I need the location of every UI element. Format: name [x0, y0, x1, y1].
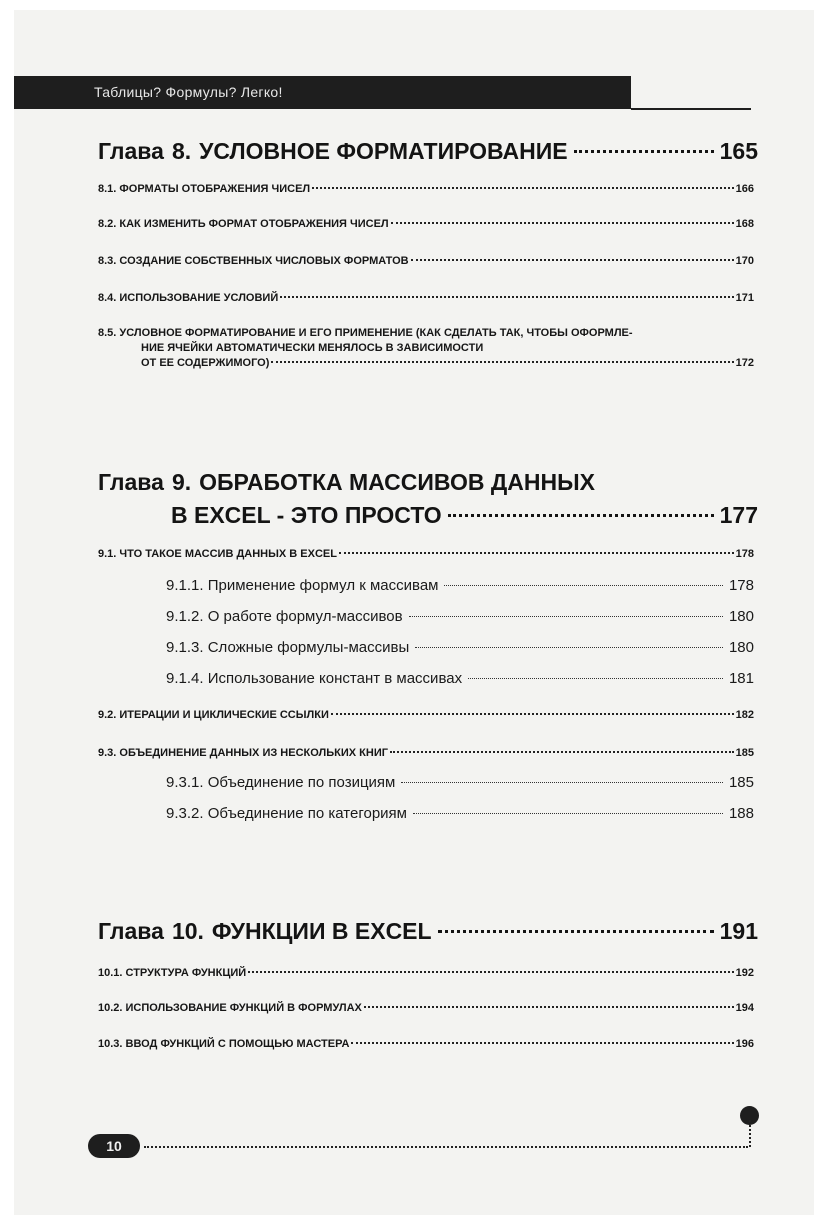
section-8-4 — [98, 291, 754, 306]
leader-dots — [401, 782, 723, 783]
leader-dots — [364, 1006, 734, 1008]
leader-dots — [415, 647, 723, 648]
section-8-5 — [98, 326, 754, 371]
chapter-number: 9. — [171, 469, 192, 495]
section-label: 10.1. СТРУКТУРА ФУНКЦИЙ — [98, 967, 247, 979]
leader-dots — [351, 1042, 733, 1044]
subsection-label: 9.1.2. О работе формул-массивов — [166, 608, 403, 625]
section-label-line: НИЕ ЯЧЕЙКИ АВТОМАТИЧЕСКИ МЕНЯЛОСЬ В ЗАВИСИМОСТИ — [141, 342, 484, 354]
leader-dots — [280, 296, 733, 298]
subsection-label: 9.1.1. Применение формул к массивам — [166, 577, 439, 594]
leader-dots — [391, 222, 734, 224]
section-label: 10.2. ИСПОЛЬЗОВАНИЕ ФУНКЦИЙ В ФОРМУЛАХ — [98, 1002, 362, 1014]
leader-dots — [574, 150, 714, 153]
running-header — [14, 76, 631, 109]
footer-dotted-line — [144, 1146, 748, 1148]
subsection-page: 178 — [728, 577, 754, 594]
leader-dots — [271, 361, 733, 363]
section-label: 8.1. ФОРМАТЫ ОТОБРАЖЕНИЯ ЧИСЕЛ — [98, 183, 311, 195]
subsection-9-1-2 — [166, 608, 754, 626]
section-page: 170 — [735, 255, 754, 267]
chapter-number: 10. — [171, 918, 204, 944]
leader-dots — [411, 259, 734, 261]
section-8-1 — [98, 182, 754, 197]
subsection-page: 180 — [728, 639, 754, 656]
chapter-9-heading — [98, 466, 758, 532]
chapter-title: В EXCEL - ЭТО ПРОСТО — [171, 502, 442, 528]
leader-dots — [438, 930, 714, 933]
chapter-page: 165 — [719, 138, 758, 164]
section-9-2 — [98, 708, 754, 723]
subsection-9-1-4 — [166, 670, 754, 688]
section-label: 8.3. СОЗДАНИЕ СОБСТВЕННЫХ ЧИСЛОВЫХ ФОРМАТОВ — [98, 255, 409, 267]
section-page: 166 — [735, 183, 754, 195]
footer-dotted-vertical — [749, 1120, 751, 1147]
chapter-10-heading — [98, 915, 758, 948]
chapter-title: УСЛОВНОЕ ФОРМАТИРОВАНИЕ — [199, 138, 568, 164]
chapter-number: 8. — [171, 138, 192, 164]
section-label: 9.3. ОБЪЕДИНЕНИЕ ДАННЫХ ИЗ НЕСКОЛЬКИХ КНИГ — [98, 747, 388, 759]
subsection-9-1-3 — [166, 639, 754, 657]
leader-dots — [444, 585, 723, 586]
leader-dots — [248, 971, 733, 973]
leader-dots — [468, 678, 723, 679]
section-10-3 — [98, 1037, 754, 1052]
section-label: 9.1. ЧТО ТАКОЕ МАССИВ ДАННЫХ В EXCEL — [98, 548, 337, 560]
section-page: 168 — [735, 218, 754, 230]
leader-dots — [312, 187, 733, 189]
chapter-prefix: Глава — [98, 138, 164, 164]
book-title: Таблицы? Формулы? Легко! — [94, 84, 283, 100]
subsection-9-1-1 — [166, 577, 754, 595]
section-label: 8.4. ИСПОЛЬЗОВАНИЕ УСЛОВИЙ — [98, 292, 279, 304]
subsection-label: 9.1.3. Сложные формулы-массивы — [166, 639, 410, 656]
book-page — [14, 10, 814, 1215]
section-10-1 — [98, 966, 754, 981]
section-8-2 — [98, 217, 754, 232]
section-label-line: 8.5. УСЛОВНОЕ ФОРМАТИРОВАНИЕ И ЕГО ПРИМЕНЕНИЕ (КАК СДЕЛАТЬ ТАК, ЧТОБЫ ОФОРМЛЕ- — [98, 327, 633, 339]
chapter-8-heading — [98, 135, 758, 168]
subsection-page: 188 — [728, 805, 754, 822]
subsection-label: 9.1.4. Использование констант в массивах — [166, 670, 463, 687]
subsection-page: 185 — [728, 774, 754, 791]
section-page: 185 — [735, 747, 754, 759]
section-label: 10.3. ВВОД ФУНКЦИЙ С ПОМОЩЬЮ МАСТЕРА — [98, 1038, 350, 1050]
section-8-3 — [98, 254, 754, 269]
leader-dots — [413, 813, 723, 814]
section-9-3 — [98, 746, 754, 761]
chapter-title: ОБРАБОТКА МАССИВОВ ДАННЫХ — [199, 469, 595, 495]
section-page: 178 — [735, 548, 754, 560]
section-page: 182 — [735, 709, 754, 721]
section-9-1 — [98, 547, 754, 562]
chapter-page: 177 — [719, 502, 758, 528]
chapter-prefix: Глава — [98, 469, 164, 495]
section-page: 196 — [735, 1038, 754, 1050]
leader-dots — [448, 514, 714, 517]
section-label-line: ОТ ЕЕ СОДЕРЖИМОГО) — [141, 357, 270, 369]
section-page: 171 — [735, 292, 754, 304]
subsection-9-3-2 — [166, 805, 754, 823]
header-rule — [631, 108, 751, 110]
section-page: 194 — [735, 1002, 754, 1014]
chapter-title: ФУНКЦИИ В EXCEL — [211, 918, 432, 944]
subsection-label: 9.3.1. Объединение по позициям — [166, 774, 396, 791]
subsection-page: 180 — [728, 608, 754, 625]
leader-dots — [409, 616, 723, 617]
subsection-label: 9.3.2. Объединение по категориям — [166, 805, 407, 822]
leader-dots — [339, 552, 734, 554]
page-number-badge: 10 — [88, 1134, 140, 1158]
section-label: 9.2. ИТЕРАЦИИ И ЦИКЛИЧЕСКИЕ ССЫЛКИ — [98, 709, 329, 721]
chapter-page: 191 — [719, 918, 758, 944]
section-page: 192 — [735, 967, 754, 979]
leader-dots — [390, 751, 734, 753]
leader-dots — [331, 713, 734, 715]
section-10-2 — [98, 1001, 754, 1016]
section-label: 8.2. КАК ИЗМЕНИТЬ ФОРМАТ ОТОБРАЖЕНИЯ ЧИСЕЛ — [98, 218, 389, 230]
subsection-9-3-1 — [166, 774, 754, 792]
chapter-prefix: Глава — [98, 918, 164, 944]
subsection-page: 181 — [728, 670, 754, 687]
section-page: 172 — [735, 357, 754, 369]
